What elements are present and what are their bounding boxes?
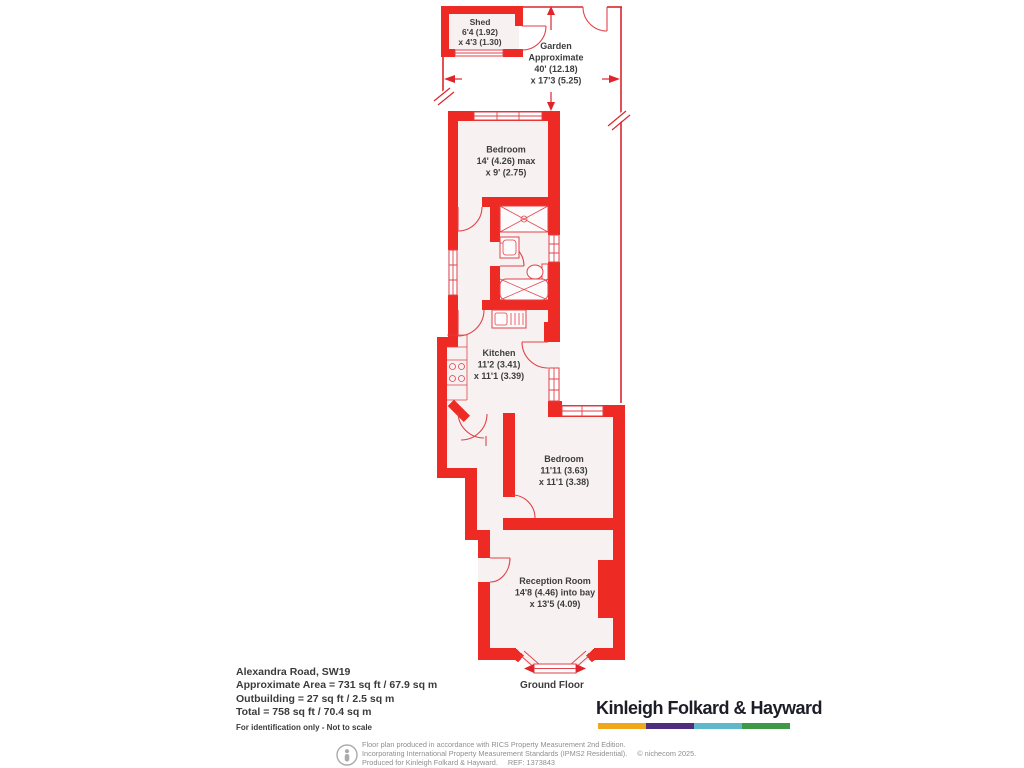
svg-text:Garden: Garden xyxy=(540,41,572,51)
room-fills xyxy=(437,8,625,670)
shower xyxy=(500,206,548,232)
total-area: Total = 758 sq ft / 70.4 sq m xyxy=(236,706,372,719)
svg-text:Bedroom: Bedroom xyxy=(544,454,584,464)
svg-text:40' (12.18): 40' (12.18) xyxy=(534,64,578,74)
footer-disclaimer xyxy=(362,740,696,767)
svg-text:11'11 (3.63): 11'11 (3.63) xyxy=(540,465,588,476)
svg-text:11'2 (3.41): 11'2 (3.41) xyxy=(477,359,521,370)
outbuilding-area: Outbuilding = 27 sq ft / 2.5 sq m xyxy=(236,692,395,705)
footer-copyright: © nichecom 2025. xyxy=(637,749,697,758)
svg-text:14' (4.26) max: 14' (4.26) max xyxy=(476,156,536,166)
brand-bar-orange xyxy=(598,723,646,729)
approximate-area: Approximate Area = 731 sq ft / 67.9 sq m xyxy=(236,679,438,692)
svg-text:Bedroom: Bedroom xyxy=(486,144,526,155)
svg-text:x 11'1 (3.38): x 11'1 (3.38) xyxy=(538,477,590,487)
brand-block xyxy=(596,698,822,729)
footer-ref: REF: 1373843 xyxy=(507,758,555,767)
footer-line1: Floor plan produced in accordance with RICS Property Measurement 2nd Edition. xyxy=(362,740,626,749)
brand-bar-blue xyxy=(694,723,742,729)
basin xyxy=(500,237,519,258)
svg-text:x 13'5 (4.09): x 13'5 (4.09) xyxy=(529,599,581,609)
svg-text:x 9' (2.75): x 9' (2.75) xyxy=(485,167,527,178)
footer-line2: Incorporating International Property Measurement Standards (IPMS2 Residential). xyxy=(362,749,628,758)
svg-text:Shed: Shed xyxy=(469,17,491,27)
garden-label xyxy=(528,41,583,86)
brand-bar-green xyxy=(742,723,790,729)
bathtub xyxy=(500,279,548,300)
kitchen-sink-unit xyxy=(492,310,526,328)
svg-text:Reception Room: Reception Room xyxy=(519,576,591,586)
footer-line3-row xyxy=(362,758,696,767)
identification-note: For identification only - Not to scale xyxy=(236,722,373,732)
brand-color-bar xyxy=(598,723,790,729)
address: Alexandra Road, SW19 xyxy=(236,666,351,678)
area-summary xyxy=(236,666,437,734)
svg-text:x 17'3 (5.25): x 17'3 (5.25) xyxy=(530,75,582,86)
footer-line2-row xyxy=(362,749,696,758)
svg-text:Kitchen: Kitchen xyxy=(482,348,516,358)
svg-text:x 4'3 (1.30): x 4'3 (1.30) xyxy=(458,37,502,47)
svg-text:14'8 (4.46) into bay: 14'8 (4.46) into bay xyxy=(514,587,596,598)
svg-text:6'4 (1.92): 6'4 (1.92) xyxy=(461,27,499,37)
brand-name: Kinleigh Folkard & Hayward xyxy=(596,698,823,718)
footer-line3: Produced for Kinleigh Folkard & Hayward. xyxy=(362,758,498,767)
toilet xyxy=(527,264,548,280)
bedroom2-label xyxy=(539,454,589,487)
brand-bar-purple xyxy=(646,723,694,729)
nichecom-person-icon xyxy=(335,743,359,767)
floor-label: Ground Floor xyxy=(520,680,584,691)
svg-text:x 11'1 (3.39): x 11'1 (3.39) xyxy=(473,371,525,381)
svg-text:Approximate: Approximate xyxy=(528,52,584,63)
